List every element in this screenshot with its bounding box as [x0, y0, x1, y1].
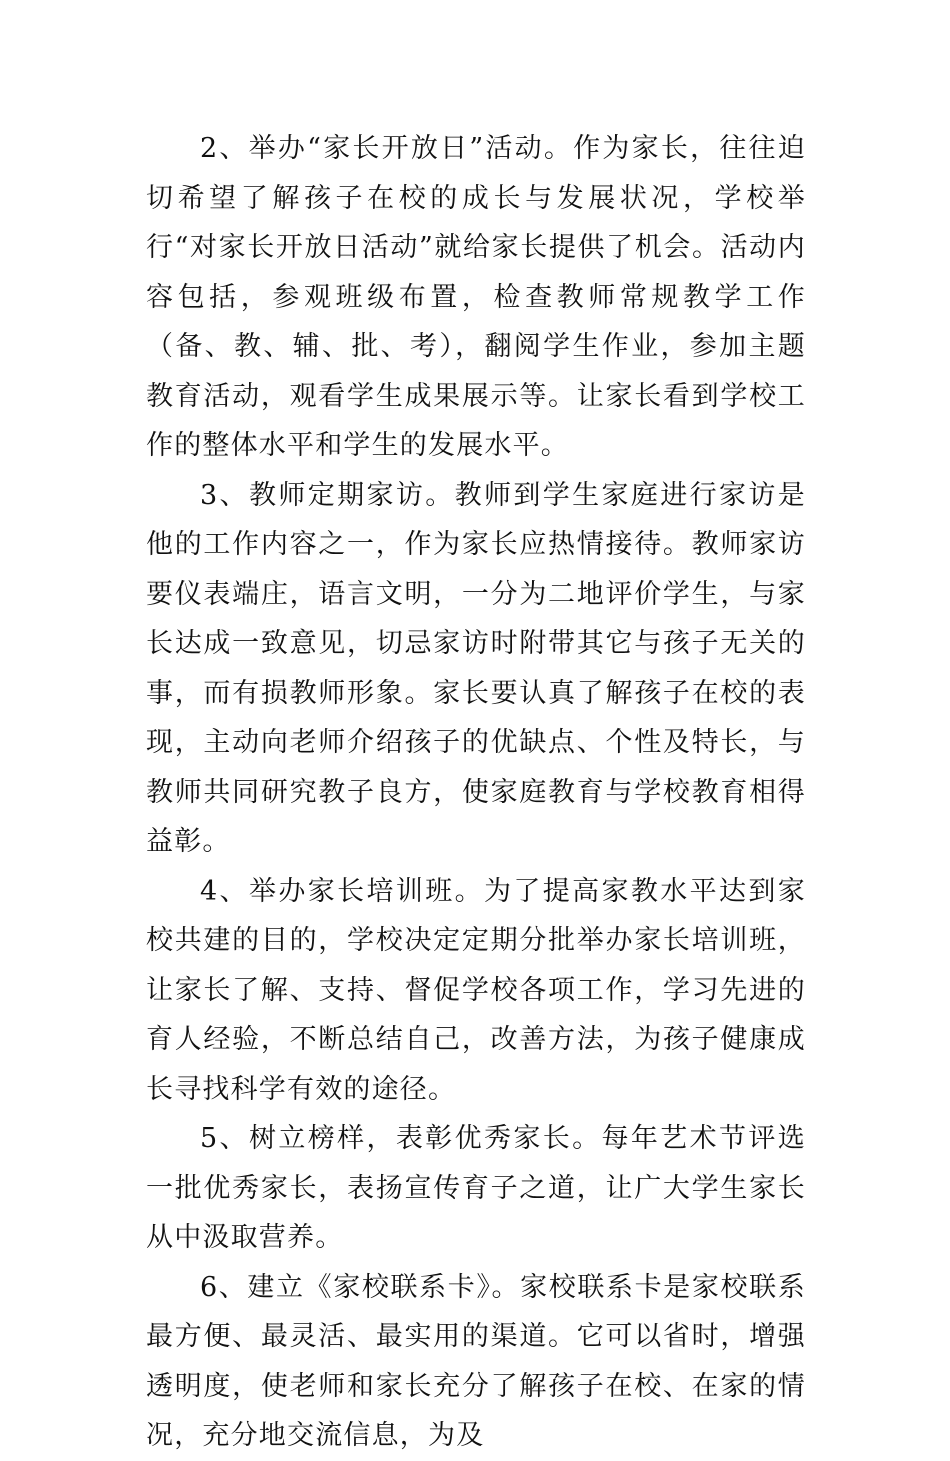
paragraph-open-day: 2、举办“家长开放日”活动。作为家长，往往迫切希望了解孩子在校的成长与发展状况，学校举行“对家长开放日活动”就给家长提供了机会。活动内容包括，参观班级布置，检查教师常规教学工作（备、教、辅、批、考），翻阅学生作业，参加主题教育活动，观看学生成果展示等。让家长看到学校工作的整体水平和学生的发展水平。	[146, 133, 806, 461]
document-body	[146, 124, 806, 1461]
paragraph-home-visit: 3、教师定期家访。教师到学生家庭进行家访是他的工作内容之一，作为家长应热情接待。教师家访要仪表端庄，语言文明，一分为二地评价学生，与家长达成一致意见，切忌家访时附带其它与孩子无关的事，而有损教师形象。家长要认真了解孩子在校的表现，主动向老师介绍孩子的优缺点、个性及特长，与教师共同研究教子良方，使家庭教育与学校教育相得益彰。	[146, 479, 806, 857]
paragraph-parent-training: 4、举办家长培训班。为了提高家教水平达到家校共建的目的，学校决定定期分批举办家长培训班，让家长了解、支持、督促学校各项工作，学习先进的育人经验，不断总结自己，改善方法，为孩子健康成长寻找科学有效的途径。	[146, 875, 806, 1105]
paragraph-model-parents: 5、树立榜样，表彰优秀家长。每年艺术节评选一批优秀家长，表扬宣传育子之道，让广大学生家长从中汲取营养。	[146, 1123, 806, 1253]
paragraph-contact-card: 6、建立《家校联系卡》。家校联系卡是家校联系最方便、最灵活、最实用的渠道。它可以省时，增强透明度，使老师和家长充分了解孩子在校、在家的情况，充分地交流信息，为及	[146, 1271, 806, 1451]
